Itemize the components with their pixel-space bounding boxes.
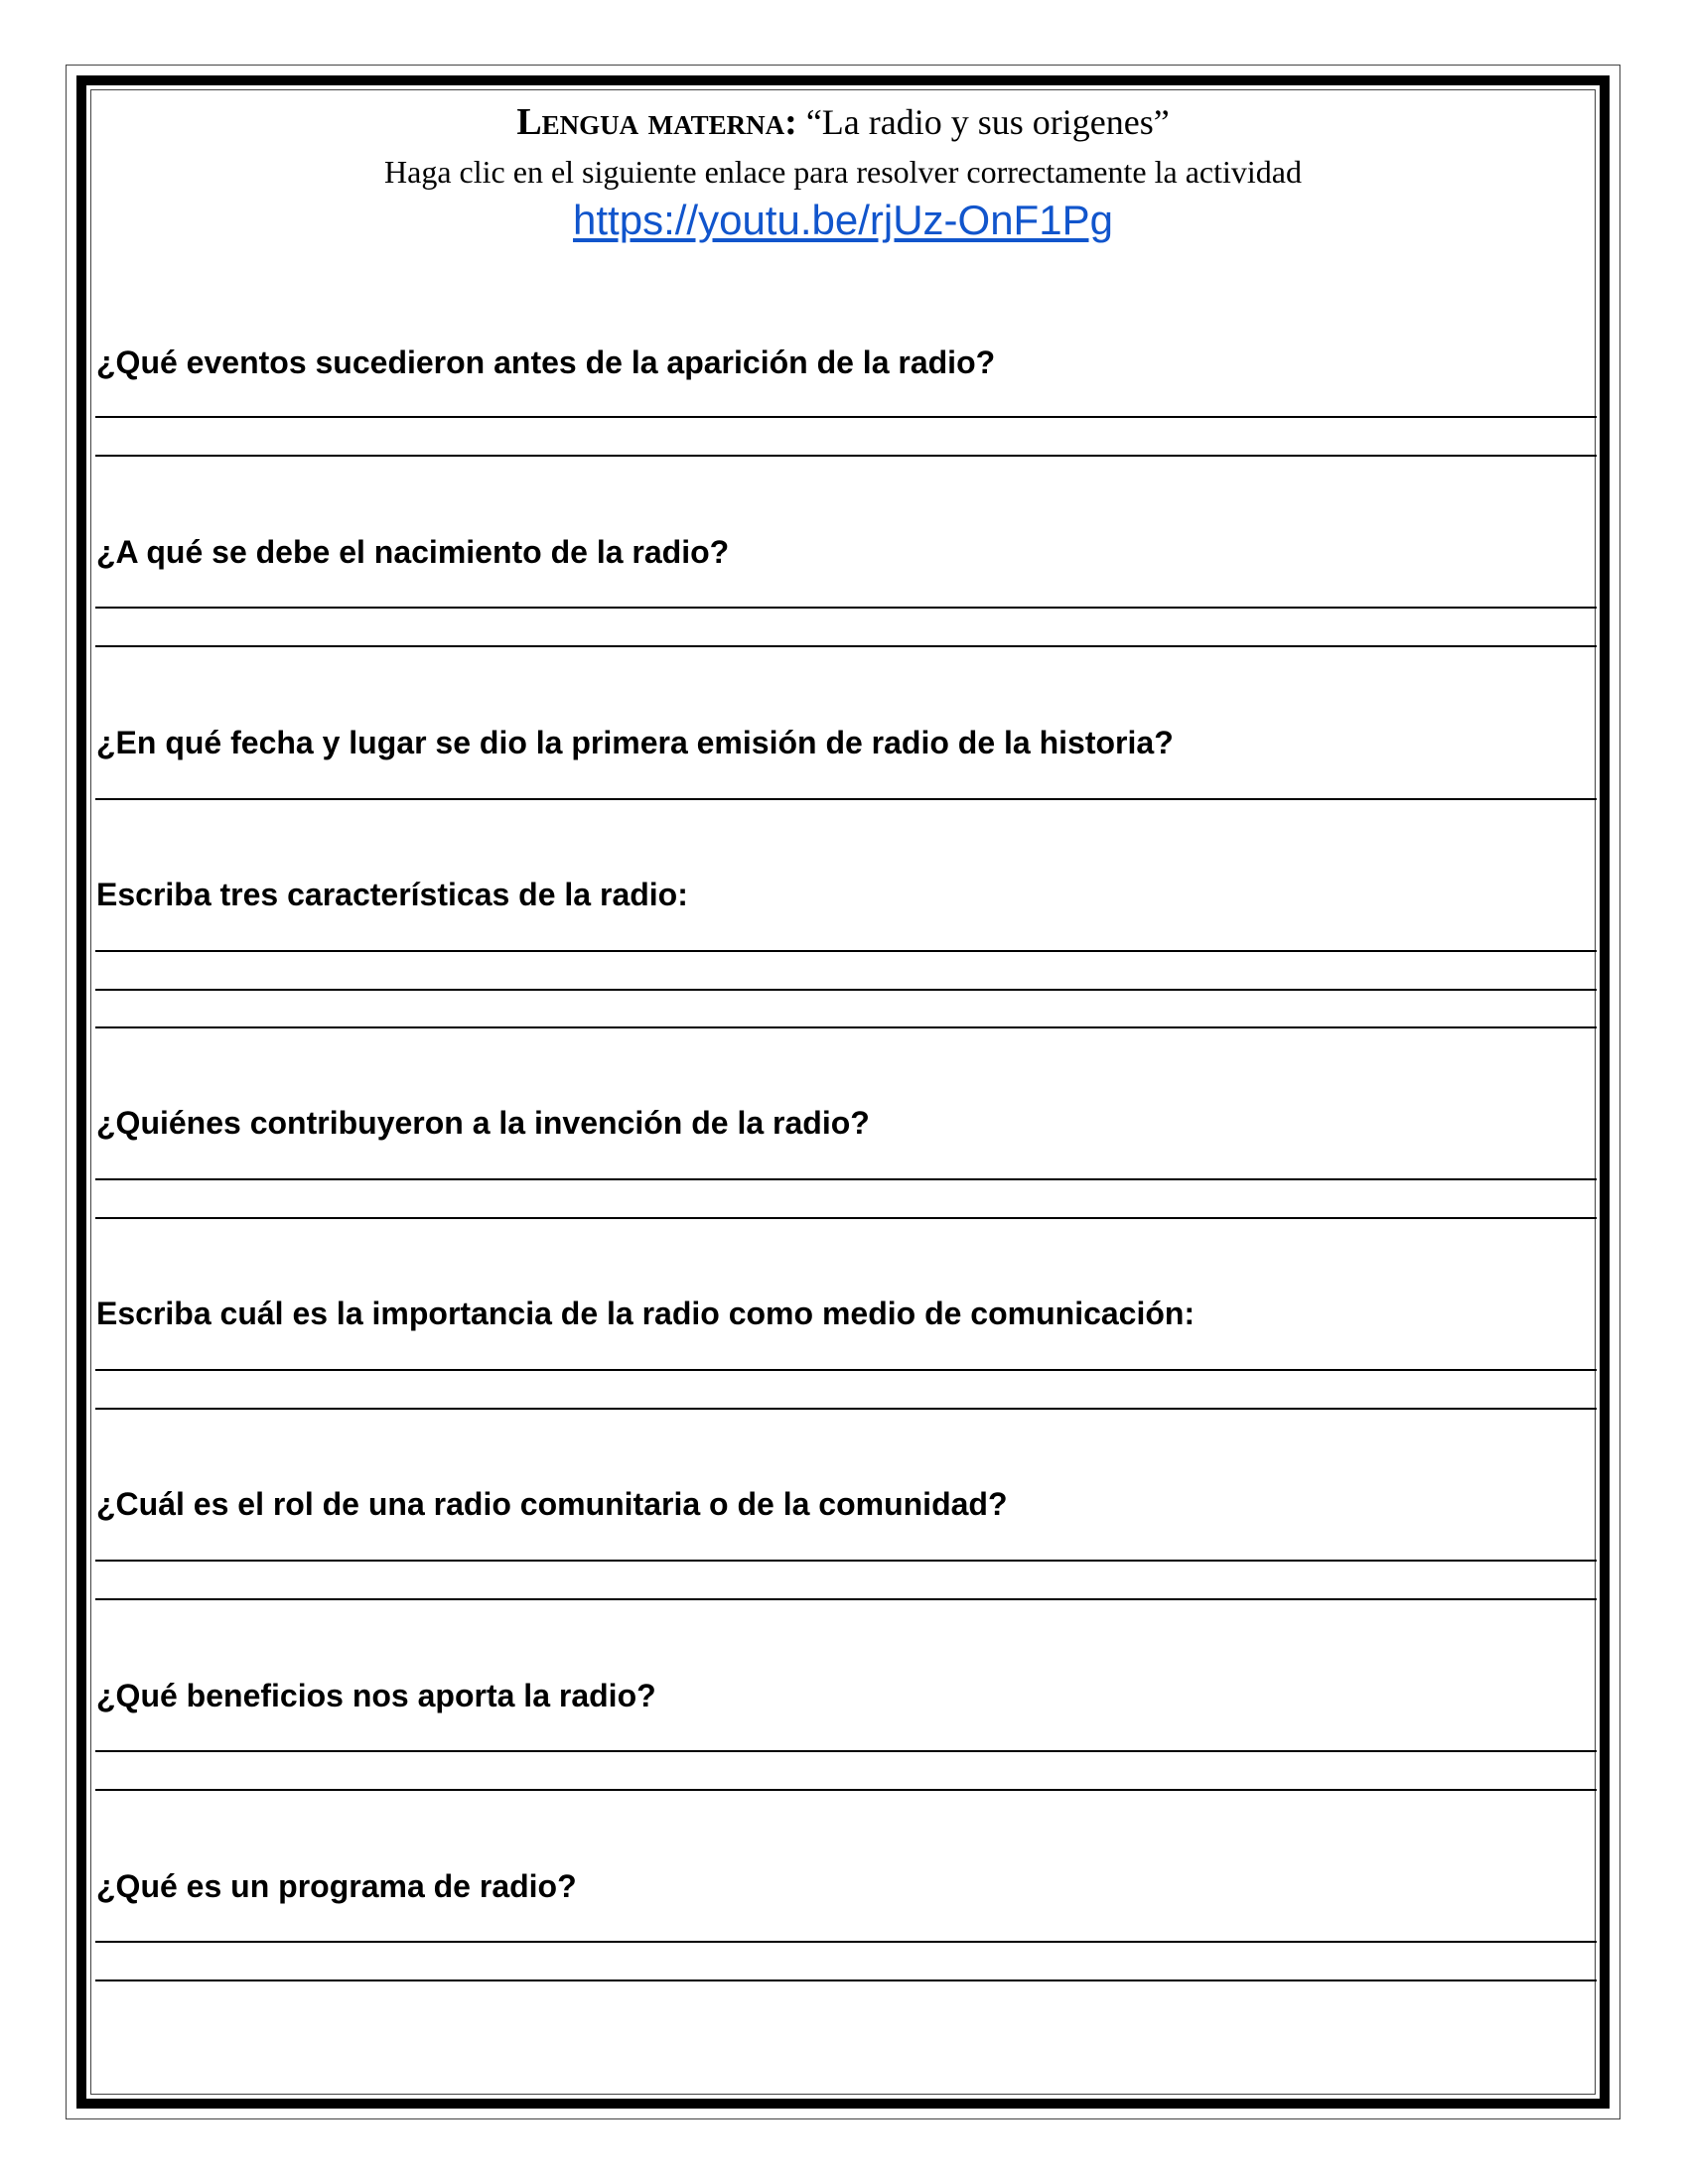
question-4: Escriba tres características de la radio: [96, 877, 688, 912]
answer-line[interactable] [95, 1598, 1597, 1600]
question-2: ¿A qué se debe el nacimiento de la radio? [96, 534, 730, 570]
question-5: ¿Quiénes contribuyeron a la invención de la radio? [96, 1105, 870, 1141]
question-1: ¿Qué eventos sucedieron antes de la aparición de la radio? [96, 344, 996, 380]
subject-label: Lengua materna: [516, 101, 797, 143]
answer-line[interactable] [95, 1408, 1597, 1410]
question-7: ¿Cuál es el rol de una radio comunitaria o de la comunidad? [96, 1486, 1008, 1522]
answer-line[interactable] [95, 607, 1597, 609]
answer-line[interactable] [95, 1217, 1597, 1219]
answer-line[interactable] [95, 1979, 1597, 1981]
page-border-inner [90, 89, 1596, 2095]
answer-line[interactable] [95, 1560, 1597, 1562]
answer-line[interactable] [95, 1369, 1597, 1371]
answer-line[interactable] [95, 416, 1597, 418]
answer-line[interactable] [95, 950, 1597, 952]
answer-line[interactable] [95, 1941, 1597, 1943]
answer-line[interactable] [95, 798, 1597, 800]
worksheet-title: “La radio y sus origenes” [805, 102, 1170, 142]
video-link[interactable]: https://youtu.be/rjUz-OnF1Pg [573, 197, 1113, 243]
answer-line[interactable] [95, 1750, 1597, 1752]
worksheet-header [90, 95, 1596, 246]
answer-line[interactable] [95, 1789, 1597, 1791]
question-8: ¿Qué beneficios nos aporta la radio? [96, 1678, 656, 1713]
question-6: Escriba cuál es la importancia de la radio como medio de comunicación: [96, 1296, 1196, 1331]
question-9: ¿Qué es un programa de radio? [96, 1868, 577, 1904]
answer-line[interactable] [95, 455, 1597, 457]
answer-line[interactable] [95, 1026, 1597, 1028]
question-3: ¿En qué fecha y lugar se dio la primera emisión de radio de la historia? [96, 725, 1174, 760]
answer-line[interactable] [95, 989, 1597, 991]
answer-line[interactable] [95, 645, 1597, 647]
answer-line[interactable] [95, 1178, 1597, 1180]
title-line [90, 95, 1596, 149]
instruction-text: Haga clic en el siguiente enlace para resolver correctamente la actividad [384, 154, 1302, 190]
